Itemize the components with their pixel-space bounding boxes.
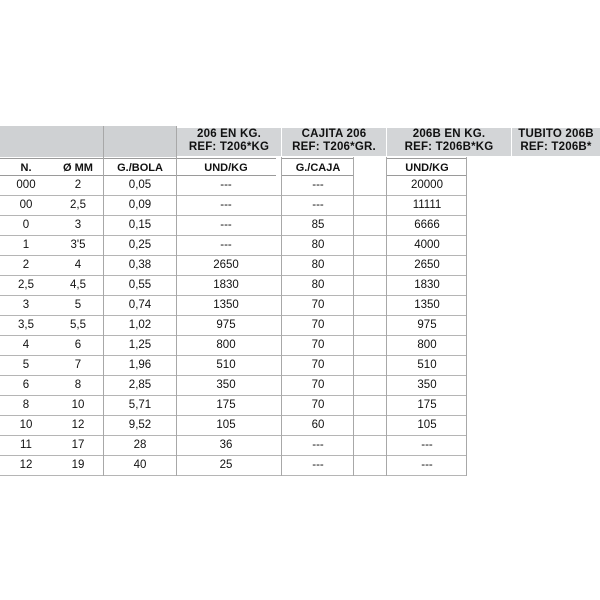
table-row [0, 296, 467, 316]
cell-grams-per-ball: 0,05 [128, 179, 152, 191]
cell-number: 0 [22, 219, 30, 231]
cell-units-per-kg-206b: --- [421, 439, 433, 451]
cell-grams-per-ball: 9,52 [128, 419, 152, 431]
table-row [0, 356, 467, 376]
cell-units-per-kg-206b: 975 [417, 319, 437, 331]
cell-units-per-kg-206b: 175 [417, 399, 437, 411]
column-header-grams-per-ball: G./BOLA [104, 158, 176, 176]
group-title-cajita-206 [282, 128, 386, 156]
table-row [0, 256, 467, 276]
cell-units-per-kg-206b: 11111 [412, 199, 442, 211]
table-row [0, 316, 467, 336]
cell-number: 12 [19, 459, 33, 471]
table-row [0, 276, 467, 296]
group-title-206-kg [177, 128, 281, 156]
cell-diameter: 2,5 [70, 199, 86, 211]
group-title-line: 206 EN KG. [197, 128, 261, 140]
cell-units-per-kg: 975 [216, 319, 236, 331]
cell-grams-per-box: 85 [311, 219, 325, 231]
cell-units-per-kg: 36 [219, 439, 233, 451]
cell-number: 1 [22, 239, 30, 251]
cell-number: 5 [22, 359, 30, 371]
cell-units-per-kg-206b: 4000 [414, 239, 440, 251]
header-band-left [0, 126, 103, 157]
cell-number: 4 [22, 339, 30, 351]
group-ref-line: REF: T206*GR. [292, 141, 376, 153]
cell-units-per-kg: 2650 [213, 259, 239, 271]
cell-number: 10 [19, 419, 33, 431]
column-header-diameter: Ø MM [52, 158, 104, 176]
cell-units-per-kg: --- [220, 219, 232, 231]
cell-diameter: 4,5 [70, 279, 86, 291]
cell-units-per-kg: --- [220, 179, 232, 191]
cell-units-per-kg-206b: 6666 [414, 219, 440, 231]
cell-grams-per-box: 70 [311, 339, 325, 351]
cell-grams-per-box: --- [312, 459, 324, 471]
cell-grams-per-box: --- [312, 179, 324, 191]
cell-diameter: 3'5 [70, 239, 86, 251]
column-divider [281, 157, 282, 476]
cell-units-per-kg-206b: 350 [417, 379, 437, 391]
cell-diameter: 10 [71, 399, 85, 411]
cell-grams-per-ball: 0,55 [128, 279, 152, 291]
cell-diameter: 6 [74, 339, 82, 351]
cell-diameter: 19 [71, 459, 85, 471]
cell-grams-per-box: 70 [311, 319, 325, 331]
cell-grams-per-ball: 0,74 [128, 299, 152, 311]
cell-diameter: 3 [74, 219, 82, 231]
cell-units-per-kg: 105 [216, 419, 236, 431]
cell-diameter: 5 [74, 299, 82, 311]
table-row [0, 376, 467, 396]
cell-number: 2 [22, 259, 30, 271]
cell-grams-per-ball: 1,25 [128, 339, 152, 351]
cell-diameter: 8 [74, 379, 82, 391]
cell-grams-per-box: 70 [311, 399, 325, 411]
cell-units-per-kg: 350 [216, 379, 236, 391]
table-row [0, 436, 467, 456]
table-row [0, 336, 467, 356]
column-divider [103, 126, 104, 476]
cell-number: 6 [22, 379, 30, 391]
cell-grams-per-ball: 0,38 [128, 259, 152, 271]
cell-units-per-kg: 1830 [213, 279, 239, 291]
cell-grams-per-ball: 0,25 [128, 239, 152, 251]
cell-grams-per-ball: 40 [133, 459, 147, 471]
table-row [0, 216, 467, 236]
cell-number: 000 [16, 179, 36, 191]
group-title-line: 206B EN KG. [412, 128, 486, 140]
header-band-middle [104, 126, 176, 157]
group-ref-line: REF: T206B* [520, 141, 592, 153]
cell-grams-per-ball: 1,96 [128, 359, 152, 371]
cell-grams-per-box: 80 [311, 239, 325, 251]
cell-diameter: 2 [74, 179, 82, 191]
column-divider [386, 157, 387, 476]
group-title-line: CAJITA 206 [301, 128, 367, 140]
group-title-206b-kg [387, 128, 511, 156]
cell-grams-per-box: 70 [311, 299, 325, 311]
cell-units-per-kg-206b: 20000 [411, 179, 443, 191]
column-header-units-per-kg: UND/KG [176, 158, 276, 176]
cell-grams-per-ball: 0,15 [128, 219, 152, 231]
column-header-units-per-kg-206b: UND/KG [387, 158, 467, 176]
cell-grams-per-ball: 1,02 [128, 319, 152, 331]
cell-grams-per-box: --- [312, 439, 324, 451]
cell-units-per-kg: 510 [216, 359, 236, 371]
cell-grams-per-box: 70 [311, 379, 325, 391]
table-row [0, 176, 467, 196]
cell-units-per-kg: 25 [219, 459, 233, 471]
cell-units-per-kg-206b: 1830 [414, 279, 440, 291]
cell-diameter: 4 [74, 259, 82, 271]
table-row [0, 396, 467, 416]
cell-number: 11 [20, 439, 32, 451]
column-header-grams-per-box: G./CAJA [282, 158, 354, 176]
cell-diameter: 7 [74, 359, 82, 371]
table-row [0, 456, 467, 476]
group-ref-line: REF: T206*KG [188, 141, 270, 153]
column-divider [353, 157, 354, 476]
cell-units-per-kg-206b: 1350 [414, 299, 440, 311]
group-ref-line: REF: T206B*KG [404, 141, 494, 153]
cell-units-per-kg-206b: 2650 [414, 259, 440, 271]
cell-grams-per-box: --- [312, 199, 324, 211]
cell-number: 2,5 [18, 279, 34, 291]
column-divider [176, 126, 177, 476]
cell-units-per-kg: --- [220, 199, 232, 211]
cell-units-per-kg: 800 [216, 339, 236, 351]
cell-diameter: 17 [71, 439, 85, 451]
column-header-n: N. [0, 158, 52, 176]
cell-grams-per-ball: 28 [133, 439, 147, 451]
cell-grams-per-ball: 5,71 [128, 399, 152, 411]
cell-grams-per-box: 80 [311, 259, 325, 271]
column-divider [466, 157, 467, 476]
cell-grams-per-ball: 0,09 [128, 199, 152, 211]
table-row [0, 236, 467, 256]
cell-units-per-kg: 1350 [213, 299, 239, 311]
cell-number: 3,5 [18, 319, 34, 331]
group-title-line: TUBITO 206B [518, 128, 594, 140]
cell-diameter: 12 [71, 419, 85, 431]
cell-units-per-kg: 175 [216, 399, 236, 411]
cell-number: 8 [22, 399, 30, 411]
cell-grams-per-box: 60 [311, 419, 325, 431]
cell-number: 00 [19, 199, 33, 211]
table-row [0, 196, 467, 216]
cell-units-per-kg: --- [220, 239, 232, 251]
cell-number: 3 [22, 299, 30, 311]
table-row [0, 416, 467, 436]
cell-grams-per-box: 70 [311, 359, 325, 371]
cell-grams-per-ball: 2,85 [128, 379, 152, 391]
cell-grams-per-box: 80 [311, 279, 325, 291]
cell-units-per-kg-206b: 510 [417, 359, 437, 371]
cell-units-per-kg-206b: 800 [417, 339, 437, 351]
group-title-tubito-206b [512, 128, 600, 156]
cell-units-per-kg-206b: --- [421, 459, 433, 471]
cell-units-per-kg-206b: 105 [417, 419, 437, 431]
cell-diameter: 5,5 [70, 319, 86, 331]
